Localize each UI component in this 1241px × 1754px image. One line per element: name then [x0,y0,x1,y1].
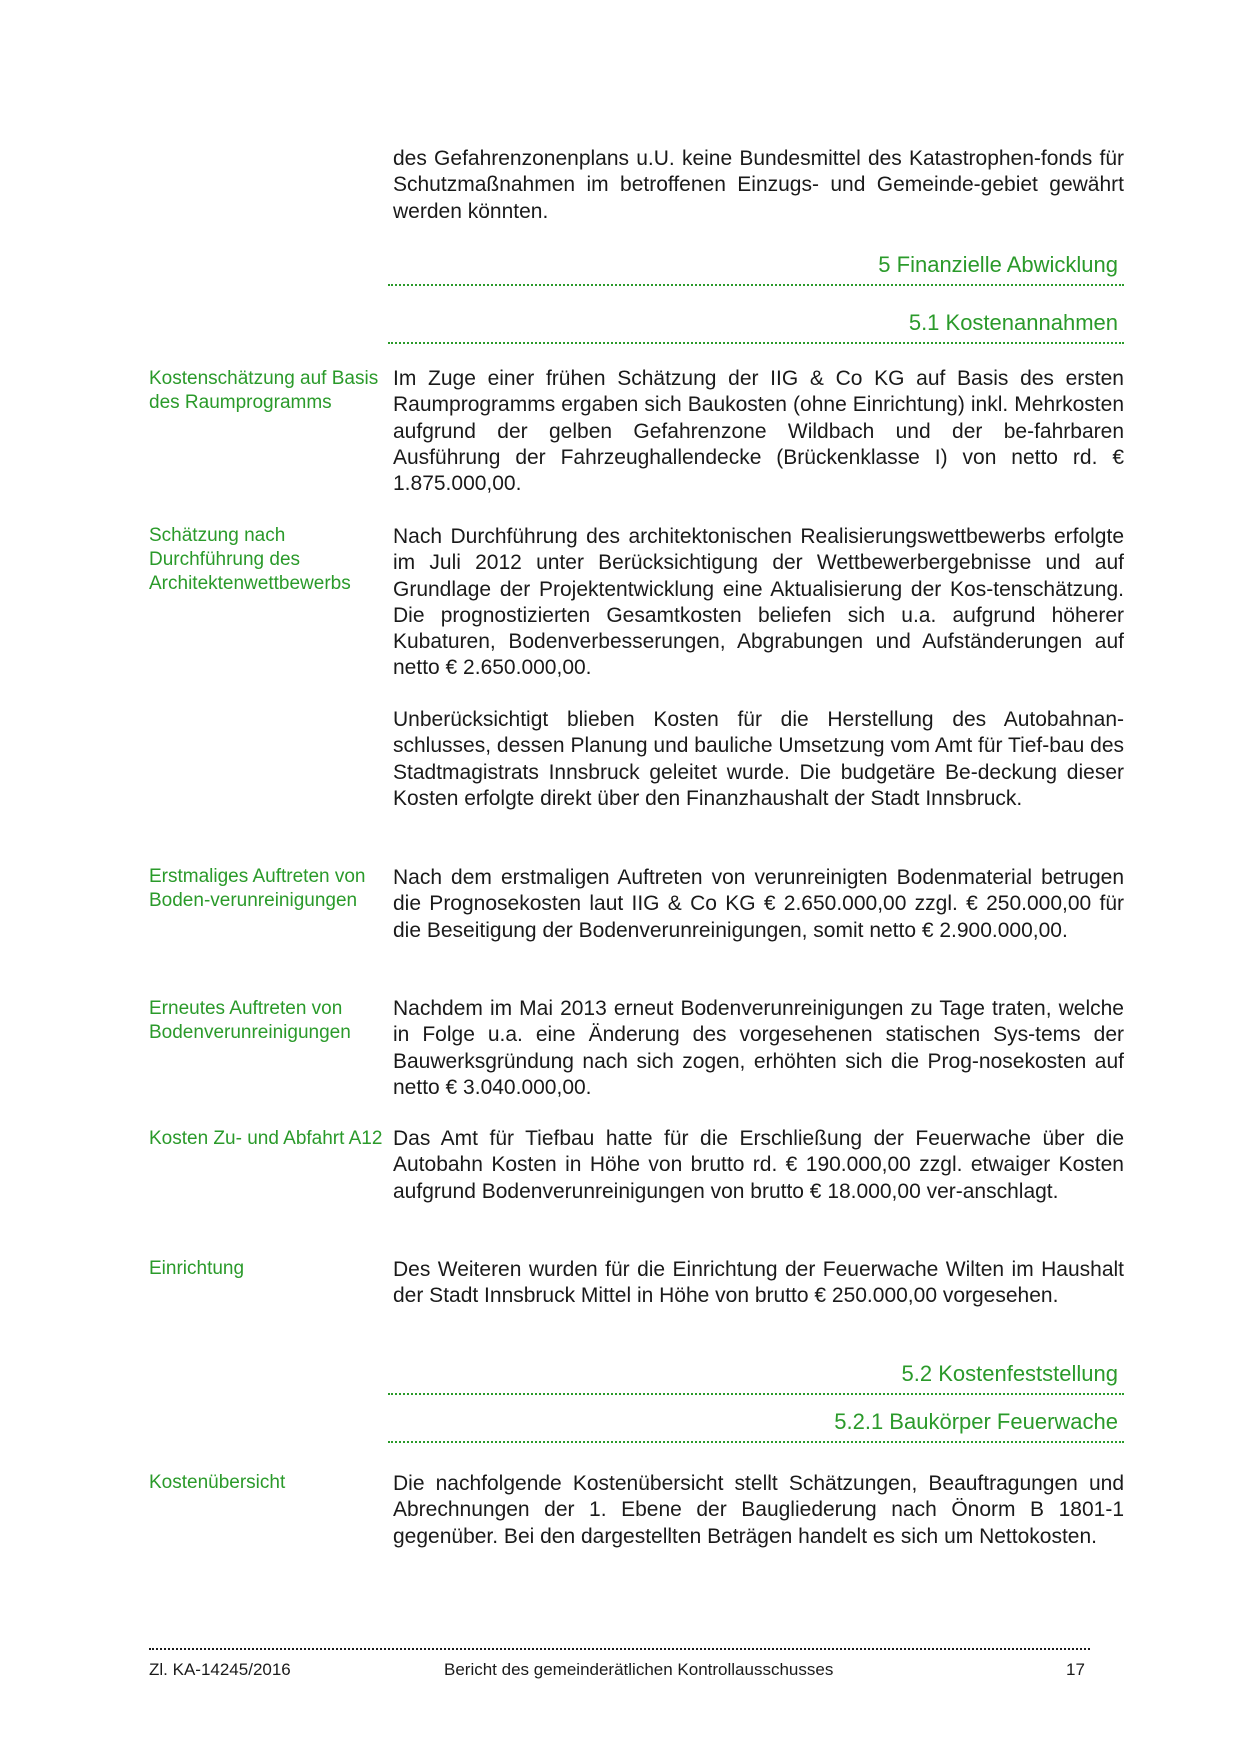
body-paragraph: Des Weiteren wurden für die Einrichtung der Feuerwache Wilten im Haushalt der Stadt Innsbruck Mittel in Höhe von brutto € 250.000,00 vorgesehen. [393,1258,1124,1308]
body-paragraph: Nach Durchführung des architektonischen Realisierungswettbewerbs erfolgte im Juli 2012 unter Berücksichtigung der Wettbewerbergebnisse und auf Grundlage der Projektentwicklung eine Aktualisierung der Kos-tenschätzung. Die prognostizierten Gesamtkosten beliefen sich u.a. aufgrund höherer Kubaturen, Bodenverbesserungen, Abgrabungen und Aufständerungen auf netto € 2.650.000,00. [393,525,1124,680]
margin-note: Schätzung nach Durchführung des Architektenwettbewerbs [149,525,351,594]
body-paragraph: Die nachfolgende Kostenübersicht stellt Schätzungen, Beauftragungen und Abrechnungen der 1. Ebene der Baugliederung nach Önorm B 1801-1 gegenüber. Bei den dargestellten Beträgen handelt es sich um Nettokosten. [393,1472,1124,1548]
body-paragraph: Unberücksichtigt blieben Kosten für die Herstellung des Autobahnan-schlusses, dessen Planung und bauliche Umsetzung vom Amt für Tief-bau des Stadtmagistrats Innsbruck geleitet wurde. Die budgetäre Be-deckung dieser Kosten erfolgte direkt über den Finanzhaushalt der Stadt Innsbruck. [393,708,1124,810]
margin-note: Kostenschätzung auf Basis des Raumprogramms [149,368,379,413]
footer-reference: Zl. KA-14245/2016 [149,1660,291,1679]
page-number: 17 [1066,1660,1085,1679]
body-paragraph: Nach dem erstmaligen Auftreten von verunreinigten Bodenmaterial betrugen die Prognosekosten laut IIG & Co KG € 2.650.000,00 zzgl. € 250.000,00 für die Beseitigung der Bodenverunreinigungen, somit netto € 2.900.000,00. [393,866,1124,942]
margin-note: Erneutes Auftreten von Bodenverunreinigungen [149,998,351,1043]
heading-5-2-text: 5.2 Kostenfeststellung [901,1361,1118,1386]
footer-divider [149,1648,1090,1650]
margin-note: Kosten Zu- und Abfahrt A12 [149,1128,383,1149]
heading-5-text: 5 Finanzielle Abwicklung [878,252,1118,277]
heading-5-1 [388,310,1124,344]
heading-5-2-1-text: 5.2.1 Baukörper Feuerwache [834,1409,1118,1434]
heading-5 [388,252,1124,286]
heading-5-2-1 [388,1409,1124,1443]
margin-note: Einrichtung [149,1258,245,1279]
body-paragraph: Nachdem im Mai 2013 erneut Bodenverunreinigungen zu Tage traten, welche in Folge u.a. eine Änderung des vorgesehenen statischen Sys-tems der Bauwerksgründung nach sich zogen, erhöhten sich die Prog-nosekosten auf netto € 3.040.000,00. [393,997,1124,1099]
body-paragraph: Das Amt für Tiefbau hatte für die Erschließung der Feuerwache über die Autobahn Kosten in Höhe von brutto rd. € 190.000,00 zzgl. etwaiger Kosten aufgrund Bodenverunreinigungen von brutto € 18.000,00 ver-anschlagt. [393,1127,1124,1203]
intro-paragraph: des Gefahrenzonenplans u.U. keine Bundesmittel des Katastrophen-fonds für Schutzmaßnahmen im betroffenen Einzugs- und Gemeinde-gebiet gewährt werden könnten. [393,147,1124,223]
heading-5-2 [388,1361,1124,1395]
body-paragraph: Im Zuge einer frühen Schätzung der IIG & Co KG auf Basis des ersten Raumprogramms ergaben sich Baukosten (ohne Einrichtung) inkl. Mehrkosten aufgrund der gelben Gefahrenzone Wildbach und der be-fahrbaren Ausführung der Fahrzeughallendecke (Brückenklasse I) von netto rd. € 1.875.000,00. [393,367,1124,496]
margin-note: Kostenübersicht [149,1472,286,1493]
heading-5-1-text: 5.1 Kostenannahmen [908,310,1118,335]
footer-title: Bericht des gemeinderätlichen Kontrollausschusses [444,1660,834,1679]
margin-note: Erstmaliges Auftreten von Boden-verunreinigungen [149,866,366,911]
